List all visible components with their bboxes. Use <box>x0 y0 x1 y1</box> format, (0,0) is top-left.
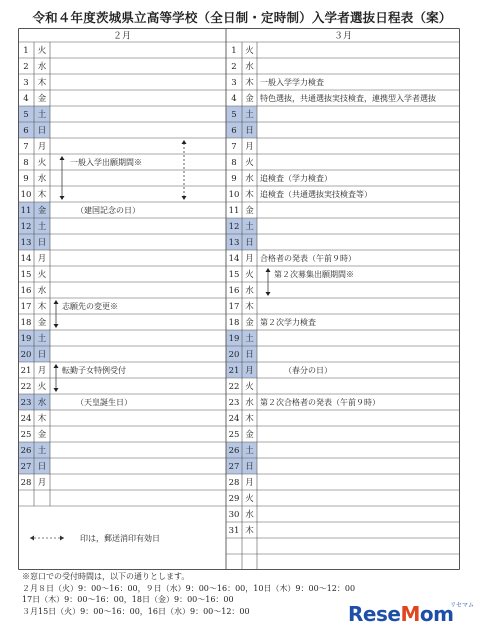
feb-weekday: 木 <box>37 190 47 200</box>
feb-weekday: 水 <box>37 174 47 184</box>
mar-event: 一般入学学力検査 <box>260 78 324 87</box>
feb-event: 一般入学出願期間※ <box>70 158 142 167</box>
page-title: 令和４年度茨城県立高等学校（全日制・定時制）入学者選抜日程表（案） <box>32 10 452 25</box>
mar-weekday: 水 <box>245 62 254 72</box>
mar-event: 第２次学力検査 <box>260 318 316 327</box>
feb-weekday: 火 <box>37 46 47 56</box>
feb-day-number: 8 <box>23 158 29 168</box>
feb-day-number: 17 <box>20 302 32 312</box>
feb-weekday: 火 <box>37 382 47 392</box>
feb-day-number: 1 <box>23 46 29 56</box>
feb-day-number: 16 <box>20 286 32 296</box>
logo-text: ReseMom <box>348 602 454 626</box>
feb-weekday: 日 <box>37 238 47 248</box>
feb-weekday: 日 <box>37 350 47 360</box>
feb-weekday: 月 <box>37 366 47 376</box>
feb-day-number: 12 <box>20 222 32 232</box>
mar-weekday: 火 <box>245 382 254 392</box>
feb-day-number: 11 <box>20 206 32 216</box>
mar-weekday: 日 <box>245 462 254 472</box>
mar-day-number: 4 <box>231 94 237 104</box>
feb-event: 志願先の変更※ <box>62 302 118 311</box>
mar-weekday: 月 <box>245 366 254 376</box>
feb-day-number: 27 <box>20 462 32 472</box>
feb-day-number: 13 <box>20 238 32 248</box>
feb-change-arrow-head <box>54 324 59 328</box>
feb-transfer-arrow-head <box>54 388 59 392</box>
resemom-logo <box>348 602 478 634</box>
mar-second-application-arrow-head <box>266 268 271 272</box>
mar-day-number: 23 <box>228 398 240 408</box>
feb-weekday: 水 <box>37 398 47 408</box>
mar-weekday: 日 <box>245 350 254 360</box>
mar-day-number: 6 <box>231 126 237 136</box>
feb-day-number: 15 <box>20 270 32 280</box>
feb-day-number: 9 <box>23 174 29 184</box>
feb-postmark-arrow-head <box>182 196 187 200</box>
feb-weekday: 日 <box>37 462 47 472</box>
feb-day-number: 3 <box>23 78 29 88</box>
mar-event: 追検査（学力検査） <box>260 174 332 183</box>
mar-weekday: 金 <box>245 94 254 104</box>
mar-weekday: 日 <box>245 238 254 248</box>
mar-weekday: 水 <box>245 286 254 296</box>
mar-event: 特色選抜，共通選抜実技検査，連携型入学者選抜 <box>260 94 436 103</box>
mar-weekday: 火 <box>245 158 254 168</box>
feb-day-number: 14 <box>20 254 32 264</box>
feb-day-number: 22 <box>20 382 32 392</box>
feb-weekday: 日 <box>37 126 47 136</box>
feb-day-number: 18 <box>20 318 32 328</box>
feb-weekday: 月 <box>37 478 47 488</box>
mar-day-number: 9 <box>231 174 237 184</box>
mar-weekday: 月 <box>245 254 254 264</box>
mar-day-number: 29 <box>228 494 240 504</box>
mar-weekday: 月 <box>245 142 254 152</box>
mar-day-number: 22 <box>228 382 240 392</box>
feb-weekday: 月 <box>37 142 47 152</box>
mar-weekday: 金 <box>245 318 254 328</box>
feb-weekday: 水 <box>37 62 47 72</box>
feb-event: （天皇誕生日） <box>76 398 132 407</box>
schedule-table <box>18 28 460 570</box>
mar-weekday: 水 <box>245 510 254 520</box>
feb-day-number: 4 <box>23 94 29 104</box>
mar-weekday: 木 <box>245 526 254 536</box>
mar-weekday: 水 <box>245 174 254 184</box>
feb-event: 転勤子女特例受付 <box>62 366 126 375</box>
mar-day-number: 7 <box>231 142 237 152</box>
mar-day-number: 13 <box>228 238 240 248</box>
feb-weekday: 木 <box>37 414 47 424</box>
mar-weekday: 土 <box>245 334 254 344</box>
feb-weekday: 木 <box>37 302 47 312</box>
feb-day-number: 7 <box>23 142 29 152</box>
mar-weekday: 日 <box>245 126 254 136</box>
feb-application-arrow-head <box>60 196 65 200</box>
mar-header: ３月 <box>333 31 353 42</box>
mar-weekday: 金 <box>245 430 254 440</box>
mar-day-number: 25 <box>228 430 240 440</box>
feb-change-arrow-head <box>54 300 59 304</box>
mar-weekday: 月 <box>245 478 254 488</box>
mar-day-number: 12 <box>228 222 240 232</box>
feb-weekday: 土 <box>37 110 47 120</box>
mar-weekday: 火 <box>245 494 254 504</box>
mar-weekday: 火 <box>245 270 254 280</box>
mar-day-number: 11 <box>228 206 240 216</box>
feb-day-number: 6 <box>23 126 29 136</box>
mar-event: 第２次合格者の発表（午前９時） <box>260 398 380 407</box>
mar-day-number: 16 <box>228 286 240 296</box>
mar-day-number: 10 <box>228 190 240 200</box>
feb-day-number: 26 <box>20 446 32 456</box>
mar-weekday: 土 <box>245 110 254 120</box>
feb-weekday: 土 <box>37 222 47 232</box>
mar-event: （春分の日） <box>284 366 332 375</box>
mar-weekday: 木 <box>245 190 254 200</box>
mar-day-number: 17 <box>228 302 240 312</box>
legend-text: 印は，郵送消印有効日 <box>80 534 160 543</box>
feb-postmark-arrow-head <box>182 140 187 144</box>
mar-day-number: 1 <box>231 46 237 56</box>
feb-day-number: 10 <box>20 190 32 200</box>
mar-second-application-arrow-head <box>266 292 271 296</box>
feb-weekday: 木 <box>37 78 47 88</box>
feb-weekday: 月 <box>37 254 47 264</box>
feb-weekday: 金 <box>37 318 47 328</box>
feb-transfer-arrow-head <box>54 364 59 368</box>
note-line: 17日（木）9：00～16：00，18日（金）9：00～16：00 <box>22 595 234 604</box>
feb-event: （建国記念の日） <box>76 206 140 215</box>
feb-weekday: 金 <box>37 94 47 104</box>
mar-weekday: 木 <box>245 302 254 312</box>
mar-weekday: 木 <box>245 78 254 88</box>
mar-day-number: 20 <box>228 350 240 360</box>
feb-day-number: 19 <box>20 334 32 344</box>
mar-event: 追検査（共通選抜実技検査等） <box>260 190 372 199</box>
note-line: ２月８日（火）9：00～16：00，９日（水）9：00～16：00，10日（木）9：00～12：00 <box>22 583 356 593</box>
feb-day-number: 20 <box>20 350 32 360</box>
logo-subtext: リセマム <box>450 602 474 609</box>
mar-day-number: 30 <box>228 510 240 520</box>
mar-day-number: 24 <box>228 414 240 424</box>
feb-day-number: 24 <box>20 414 32 424</box>
feb-weekday: 水 <box>37 286 47 296</box>
mar-day-number: 2 <box>231 62 237 72</box>
feb-application-arrow-head <box>60 156 65 160</box>
feb-day-number: 21 <box>20 366 32 376</box>
mar-day-number: 26 <box>228 446 240 456</box>
feb-weekday: 土 <box>37 446 47 456</box>
note-line: ※窓口での受付時間は，以下の通りとします。 <box>22 572 190 581</box>
feb-weekday: 火 <box>37 270 47 280</box>
mar-day-number: 27 <box>228 462 240 472</box>
mar-event: 第２次募集出願期間※ <box>274 270 354 279</box>
mar-day-number: 5 <box>231 110 237 120</box>
legend-arrow-head <box>60 536 64 541</box>
mar-day-number: 8 <box>231 158 237 168</box>
feb-day-number: 23 <box>20 398 32 408</box>
note-line: ３月15日（火）9：00～16：00，16日（水）9：00～12：00 <box>22 606 250 616</box>
mar-day-number: 15 <box>228 270 240 280</box>
mar-day-number: 21 <box>228 366 240 376</box>
mar-weekday: 金 <box>245 206 254 216</box>
mar-day-number: 3 <box>231 78 237 88</box>
mar-day-number: 14 <box>228 254 240 264</box>
mar-event: 合格者の発表（午前９時） <box>260 254 356 263</box>
legend-arrow-head <box>30 536 34 541</box>
feb-weekday: 火 <box>37 158 47 168</box>
mar-weekday: 水 <box>245 398 254 408</box>
feb-day-number: 25 <box>20 430 32 440</box>
mar-weekday: 土 <box>245 446 254 456</box>
feb-weekday: 金 <box>37 430 47 440</box>
feb-weekday: 金 <box>37 206 47 216</box>
mar-weekday: 土 <box>245 222 254 232</box>
feb-day-number: 2 <box>23 62 29 72</box>
mar-day-number: 28 <box>228 478 240 488</box>
mar-day-number: 19 <box>228 334 240 344</box>
feb-header: ２月 <box>112 31 132 42</box>
feb-day-number: 28 <box>20 478 32 488</box>
feb-weekday: 土 <box>37 334 47 344</box>
feb-day-number: 5 <box>23 110 29 120</box>
mar-day-number: 18 <box>228 318 240 328</box>
mar-weekday: 火 <box>245 46 254 56</box>
mar-weekday: 木 <box>245 414 254 424</box>
mar-day-number: 31 <box>228 526 240 536</box>
